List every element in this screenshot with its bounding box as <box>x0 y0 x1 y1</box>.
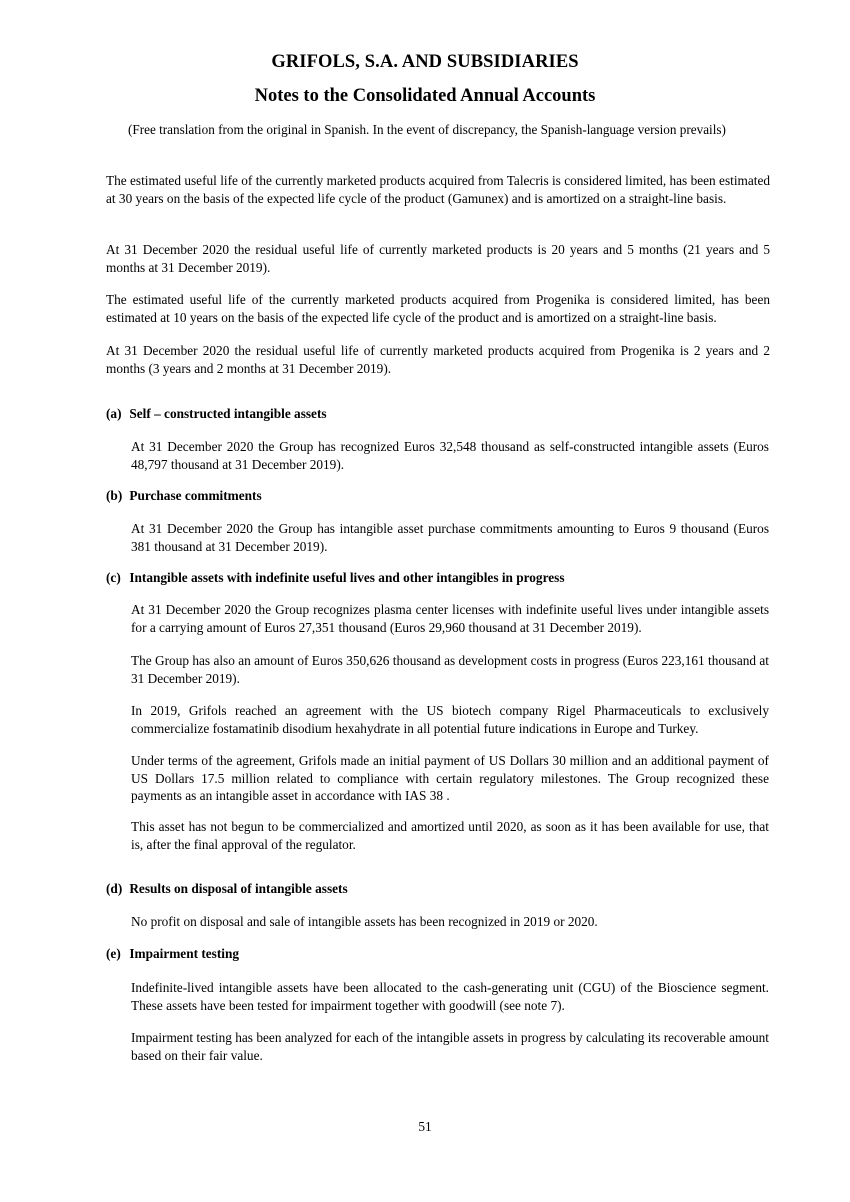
section-c-paragraph-5: This asset has not begun to be commercialized and amortized until 2020, as soon as it has been available for use, that is, after the final approval of the regulator. <box>131 819 769 852</box>
section-heading-a <box>106 406 327 422</box>
company-title: GRIFOLS, S.A. AND SUBSIDIARIES <box>271 52 579 72</box>
section-b-paragraph-1: At 31 December 2020 the Group has intangible asset purchase commitments amounting to Euros 9 thousand (Euros 381 thousand at 31 December 2019). <box>131 521 769 554</box>
intro-paragraph-3: The estimated useful life of the currently marketed products acquired from Progenika is considered limited, has been estimated at 10 years on the basis of the expected life cycle of the product and is amortized on a straight-line basis. <box>106 292 770 325</box>
section-title: Impairment testing <box>129 946 240 961</box>
section-a-paragraph-1: At 31 December 2020 the Group has recognized Euros 32,548 thousand as self-constructed intangible assets (Euros 48,797 thousand at 31 December 2019). <box>131 439 769 472</box>
section-label: (d) <box>106 881 123 896</box>
intro-paragraph-2: At 31 December 2020 the residual useful life of currently marketed products is 20 years and 5 months (21 years and 5 months at 31 December 2019). <box>106 242 770 275</box>
section-e-paragraph-1: Indefinite-lived intangible assets have been allocated to the cash-generating unit (CGU) of the Bioscience segment. These assets have been tested for impairment together with goodwill (see note 7). <box>131 980 769 1013</box>
section-d-paragraph-1: No profit on disposal and sale of intangible assets has been recognized in 2019 or 2020. <box>131 914 598 929</box>
section-c-paragraph-4: Under terms of the agreement, Grifols made an initial payment of US Dollars 30 million and an additional payment of US Dollars 17.5 million related to compliance with certain regulatory milestones. The Group recognized these payments as an intangible asset in accordance with IAS 38 . <box>131 753 769 804</box>
section-heading-c <box>106 570 565 586</box>
page-number: 51 <box>418 1119 432 1134</box>
section-title: Purchase commitments <box>129 488 262 503</box>
section-heading-e <box>106 946 239 962</box>
section-c-paragraph-2: The Group has also an amount of Euros 350,626 thousand as development costs in progress (Euros 223,161 thousand at 31 December 2019). <box>131 653 769 686</box>
section-label: (c) <box>106 570 121 585</box>
document-subtitle: Notes to the Consolidated Annual Accounts <box>254 86 596 106</box>
section-c-paragraph-3: In 2019, Grifols reached an agreement with the US biotech company Rigel Pharmaceuticals to exclusively commercialize fostamatinib disodium hexahydrate in all potential future indications in Europe and Turkey. <box>131 703 769 736</box>
section-title: Results on disposal of intangible assets <box>129 881 348 896</box>
section-label: (e) <box>106 946 121 961</box>
section-label: (b) <box>106 488 123 503</box>
intro-paragraph-4: At 31 December 2020 the residual useful life of currently marketed products acquired from Progenika is 2 years and 2 months (3 years and 2 months at 31 December 2019). <box>106 343 770 376</box>
translation-disclaimer: (Free translation from the original in Spanish. In the event of discrepancy, the Spanish-language version prevails) <box>128 122 726 137</box>
section-label: (a) <box>106 406 122 421</box>
section-title: Intangible assets with indefinite useful lives and other intangibles in progress <box>129 570 565 585</box>
section-heading-d <box>106 881 348 897</box>
section-e-paragraph-2: Impairment testing has been analyzed for each of the intangible assets in progress by calculating its recoverable amount based on their fair value. <box>131 1030 769 1063</box>
section-heading-b <box>106 488 262 504</box>
section-title: Self – constructed intangible assets <box>129 406 327 421</box>
intro-paragraph-1: The estimated useful life of the currently marketed products acquired from Talecris is considered limited, has been estimated at 30 years on the basis of the expected life cycle of the product (Gamunex) and is amortized on a straight-line basis. <box>106 173 770 206</box>
section-c-paragraph-1: At 31 December 2020 the Group recognizes plasma center licenses with indefinite useful lives under intangible assets for a carrying amount of Euros 27,351 thousand (Euros 29,960 thousand at 31 December 2019). <box>131 602 769 635</box>
